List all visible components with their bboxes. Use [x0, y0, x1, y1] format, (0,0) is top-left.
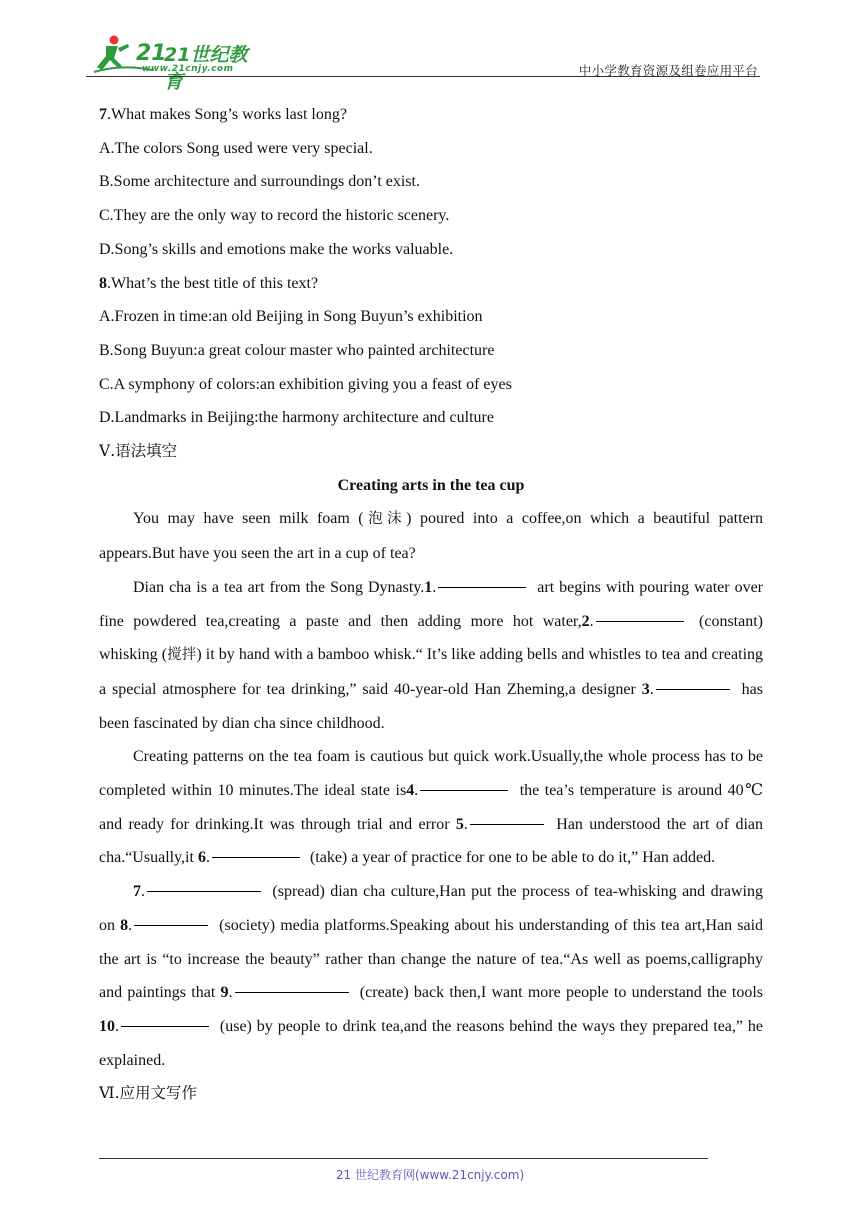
- chinese-gloss: 搅拌: [167, 647, 197, 664]
- question-number: 8: [99, 274, 107, 292]
- option-8d[interactable]: D.Landmarks in Beijing:the harmony architecture and culture: [99, 409, 494, 427]
- logo-text: 21世纪教育: [164, 44, 248, 93]
- text-run: You may have seen milk foam (: [133, 510, 364, 528]
- blank-number: 3: [641, 680, 650, 698]
- chinese-gloss: 泡沫: [363, 511, 407, 528]
- answer-blank-10[interactable]: [121, 1025, 209, 1027]
- passage-paragraph-1: [99, 502, 763, 570]
- text-run: has been fascinated by dian cha since childhood.: [99, 680, 764, 732]
- blank-number: 5: [455, 815, 464, 833]
- text-run: (spread) dian cha culture,Han put the process of tea-whisking and drawing on: [99, 883, 763, 934]
- option-7a[interactable]: A.The colors Song used were very special.: [99, 139, 373, 157]
- blank-number: 6: [197, 849, 206, 867]
- text-run: ) poured into a coffee,on which a beautiful pattern appears.But have you seen the art in a cup of tea?: [99, 510, 763, 563]
- footer-link[interactable]: 21 世纪教育网(www.21cnjy.com): [335, 1168, 525, 1182]
- text-run: art begins with pouring water over fine powdered tea,creating a paste and then adding more hot water,: [99, 578, 764, 630]
- answer-blank-4[interactable]: [420, 789, 508, 791]
- blank-number: 2: [581, 612, 590, 630]
- option-7c[interactable]: C.They are the only way to record the historic scenery.: [99, 207, 450, 225]
- platform-tagline: 中小学教育资源及组卷应用平台: [578, 63, 758, 78]
- header-divider: [86, 76, 760, 77]
- svg-text:21: 21: [136, 41, 167, 66]
- text-run: (create) back then,I want more people to understand the tools: [354, 984, 763, 1002]
- option-7d[interactable]: D.Song’s skills and emotions make the works valuable.: [99, 240, 454, 258]
- section-6-heading: Ⅵ.应用文写作: [99, 1084, 198, 1103]
- blank-number: 8: [120, 916, 129, 934]
- page-header: [92, 30, 760, 93]
- answer-blank-3[interactable]: [656, 688, 730, 690]
- text-run: ) it by hand with a bamboo whisk.“ It’s like adding bells and whistles to tea and creating a special atmosphere for tea drinking,” said 40-year-old Han Zheming,a designer: [99, 646, 764, 698]
- blank-number: 1: [424, 578, 433, 596]
- answer-blank-9[interactable]: [235, 991, 349, 993]
- text-run: the tea’s temperature is around 40℃ and ready for drinking.It was through trial and error: [99, 782, 764, 833]
- text-run: (use) by people to drink tea,and the reasons behind the ways they prepared tea,” he explained.: [99, 1017, 763, 1069]
- text-run: (constant) whisking (: [99, 612, 763, 664]
- answer-blank-6[interactable]: [212, 856, 300, 858]
- footer-divider: [99, 1158, 708, 1159]
- question-8-stem: [99, 267, 763, 301]
- question-7-stem: [99, 98, 763, 132]
- option-8b[interactable]: B.Song Buyun:a great colour master who painted architecture: [99, 341, 495, 359]
- text-run: (take) a year of practice for one to be able to do it,” Han added.: [305, 849, 716, 867]
- answer-blank-5[interactable]: [470, 823, 544, 825]
- option-8c[interactable]: C.A symphony of colors:an exhibition giving you a feast of eyes: [99, 375, 512, 393]
- text-run: Creating patterns on the tea foam is cautious but quick work.Usually,the whole process has to be completed within 10 minutes.The ideal state is: [99, 748, 763, 800]
- answer-blank-2[interactable]: [596, 620, 684, 622]
- option-8a[interactable]: A.Frozen in time:an old Beijing in Song Buyun’s exhibition: [99, 308, 483, 326]
- answer-blank-8[interactable]: [134, 924, 208, 926]
- option-7b[interactable]: B.Some architecture and surroundings don’t exist.: [99, 173, 420, 191]
- passage-paragraph-2: Dian cha is a tea art from the Song Dynasty.1. art begins with pouring water over fine powdered tea,creating a paste and then adding more hot water,2. (constant) whisking (搅拌) it by hand with a bamboo whisk.“ It’s like adding bells and whistles to tea and creating a special atmosphere for tea drinking,” said 40-year-old Han Zheming,a designer 3. has been fascinated by dian cha since childhood.: [99, 578, 764, 732]
- answer-blank-7[interactable]: [147, 890, 261, 892]
- passage-paragraph-3: Creating patterns on the tea foam is cautious but quick work.Usually,the whole process has to be completed within 10 minutes.The ideal state is4. the tea’s temperature is around 40℃ and ready for drinking.It was through trial and error 5. Han understood the art of dian cha.“Usually,it 6. (take) a year of practice for one to be able to do it,” Han added.: [99, 748, 764, 867]
- text-run: Dian cha is a tea art from the Song Dynasty.: [133, 578, 425, 596]
- question-number: 7: [99, 106, 107, 123]
- blank-number: 4: [406, 782, 415, 800]
- question-text: .What’s the best title of this text?: [107, 274, 319, 292]
- blank-number: 10: [99, 1017, 115, 1035]
- passage-title: Creating arts in the tea cup: [337, 476, 525, 494]
- document-body: [99, 98, 763, 1111]
- blank-number: 9: [220, 984, 229, 1002]
- text-run: (society) media platforms.Speaking about his understanding of this tea art,Han said the art is “to increase the beauty” rather than change the nature of tea.“As well as poems,calligraphy and paintings that: [99, 916, 764, 1002]
- site-logo[interactable]: [92, 34, 262, 93]
- passage-paragraph-4: 7. (spread) dian cha culture,Han put the process of tea-whisking and drawing on 8. (society) media platforms.Speaking about his understanding of this tea art,Han said the art is “to increase the beauty” rather than change the nature of tea.“As well as poems,calligraphy and paintings that 9. (create) back then,I want more people to understand the tools 10. (use) by people to drink tea,and the reasons behind the ways they prepared tea,” he explained.: [99, 883, 764, 1069]
- answer-blank-1[interactable]: [438, 586, 526, 588]
- question-text: .What makes Song’s works last long?: [107, 106, 347, 123]
- blank-number: 7: [133, 883, 141, 901]
- section-5-heading: Ⅴ.语法填空: [99, 442, 178, 461]
- text-run: Han understood the art of dian cha.“Usually,it: [99, 815, 763, 867]
- logo-url: www.21cnjy.com: [142, 64, 234, 74]
